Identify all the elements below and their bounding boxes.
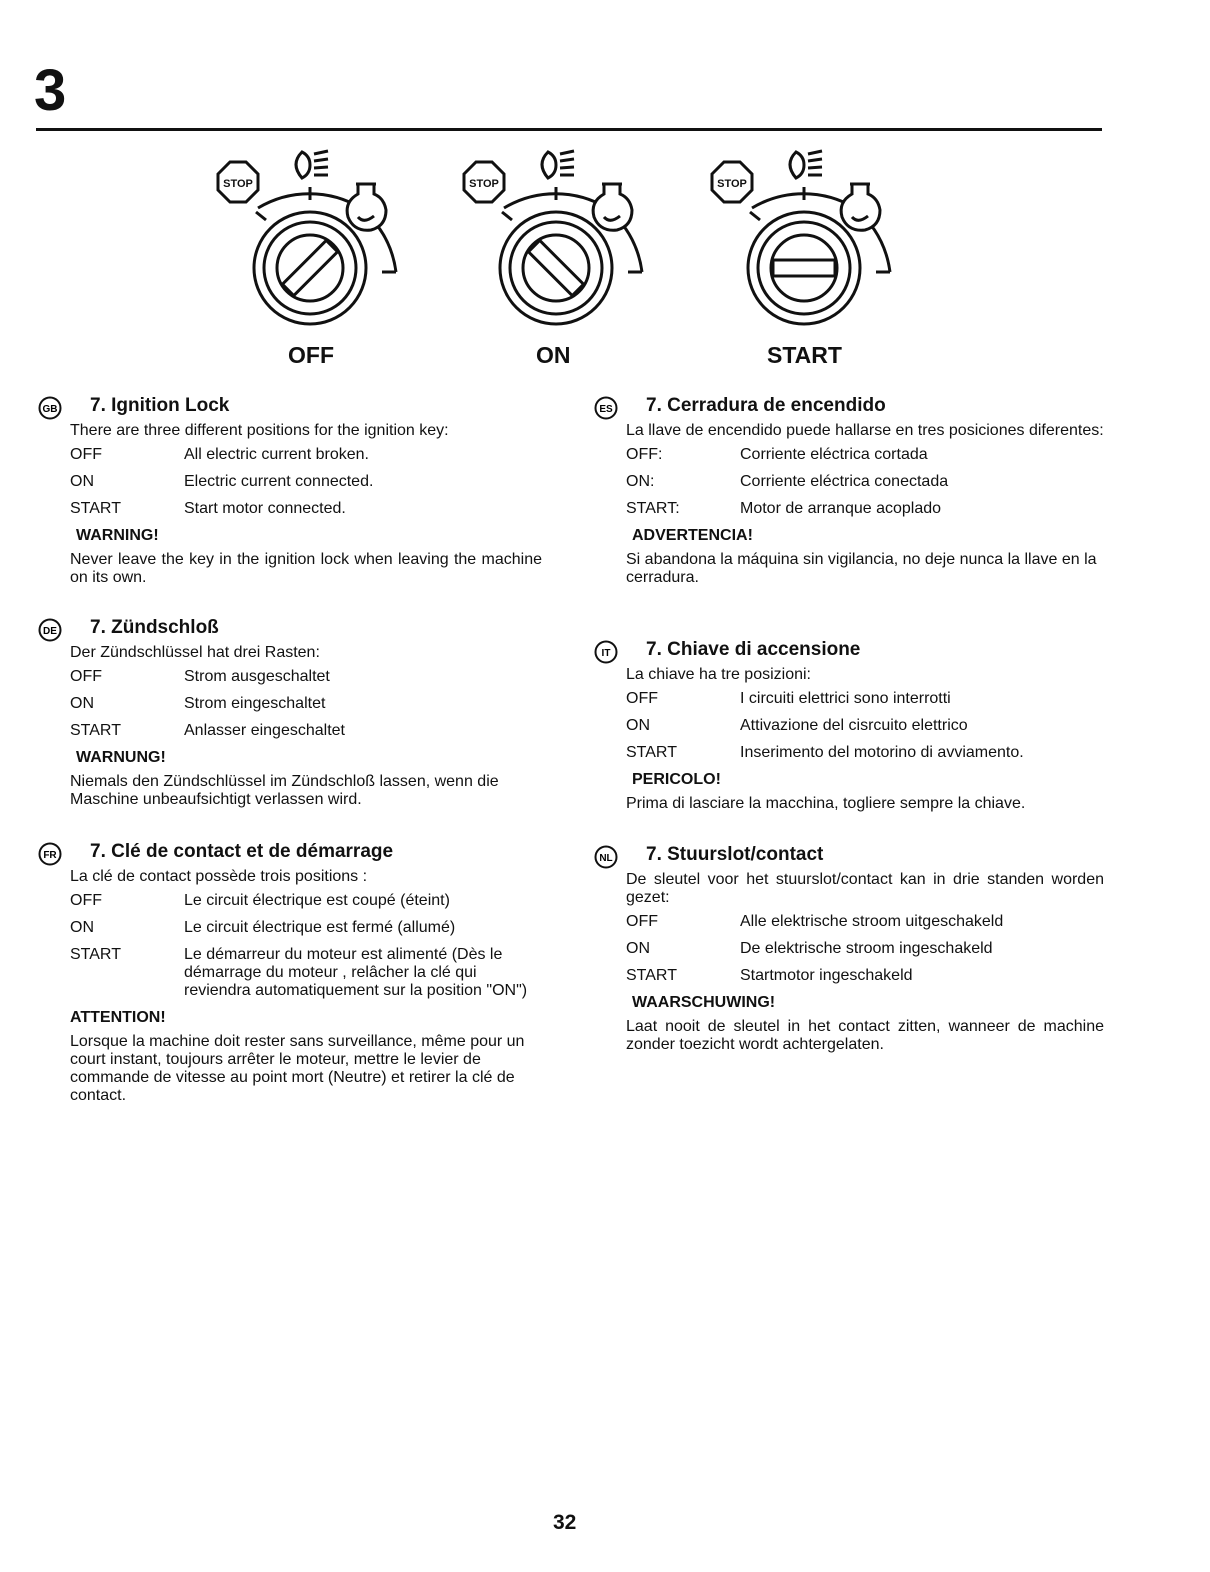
section-it xyxy=(594,640,1104,813)
section-gb xyxy=(38,396,542,587)
chapter-number: 3 xyxy=(34,58,68,123)
svg-text:ES: ES xyxy=(599,404,613,415)
position-key: ON xyxy=(70,695,94,712)
position-value: Strom eingeschaltet xyxy=(184,695,326,712)
section-de xyxy=(38,618,542,809)
position-row xyxy=(626,913,1104,931)
position-key: ON xyxy=(626,940,650,957)
warning-label: PERICOLO! xyxy=(632,771,721,788)
warning-text: Si abandona la máquina sin vigilancia, no deje nunca la llave en la cerradura. xyxy=(626,551,1097,586)
position-key: OFF xyxy=(626,690,658,707)
position-value: Strom ausgeschaltet xyxy=(184,668,330,685)
position-value: Alle elektrische stroom uitgeschakeld xyxy=(740,913,1004,930)
position-key: ON xyxy=(70,919,94,936)
section-intro: La clé de contact possède trois positions : xyxy=(70,868,368,885)
position-value: Inserimento del motorino di avviamento. xyxy=(740,744,1024,761)
position-key: OFF xyxy=(70,892,102,909)
position-row xyxy=(70,695,542,713)
svg-text:IT: IT xyxy=(601,648,611,659)
fr-flag-icon xyxy=(38,842,62,866)
warning-text: Never leave the key in the ignition lock when leaving the machine on its own. xyxy=(70,551,542,586)
position-key: START xyxy=(70,722,121,739)
position-label-on: ON xyxy=(536,342,571,368)
section-nl xyxy=(594,845,1104,1054)
section-fr xyxy=(38,842,542,1105)
position-value: Electric current connected. xyxy=(184,473,374,490)
position-value: Startmotor ingeschakeld xyxy=(740,967,913,984)
position-value: Le circuit électrique est coupé (éteint) xyxy=(184,892,450,909)
section-intro: Der Zündschlüssel hat drei Rasten: xyxy=(70,644,320,661)
position-key: ON xyxy=(70,473,94,490)
position-key: OFF xyxy=(70,446,102,463)
it-flag-icon xyxy=(594,640,618,664)
position-row xyxy=(70,946,542,1000)
header-rule xyxy=(36,128,1102,131)
position-row xyxy=(626,690,1104,708)
position-key: START xyxy=(70,946,121,963)
gb-flag-icon xyxy=(38,396,62,420)
page-number: 32 xyxy=(553,1511,577,1534)
warning-label: WARNING! xyxy=(76,527,159,544)
position-value: Le circuit électrique est fermé (allumé) xyxy=(184,919,456,936)
position-key: START xyxy=(626,744,677,761)
section-intro: La llave de encendido puede hallarse en tres posiciones diferentes: xyxy=(626,422,1104,439)
position-value: Anlasser eingeschaltet xyxy=(184,722,345,739)
ignition-switch-off xyxy=(206,142,416,332)
position-row xyxy=(626,744,1104,762)
warning-text: Lorsque la machine doit rester sans surveillance, même pour un court instant, toujours arrêter le moteur, mettre le levier de commande de vitesse au point mort (Neutre) et retirer la clé de contact. xyxy=(70,1033,525,1104)
position-row xyxy=(626,500,1104,518)
position-label-start: START xyxy=(767,342,842,368)
position-value: Start motor connected. xyxy=(184,500,346,517)
svg-text:FR: FR xyxy=(43,850,57,861)
position-value: Motor de arranque acoplado xyxy=(740,500,942,517)
position-key: ON xyxy=(626,717,650,734)
section-title: 7. Zündschloß xyxy=(90,617,219,638)
warning-text: Laat nooit de sleutel in het contact zitten, wanneer de machine zonder toezicht wordt achtergelaten. xyxy=(626,1018,1104,1053)
position-key: ON: xyxy=(626,473,655,490)
position-value: Corriente eléctrica cortada xyxy=(740,446,928,463)
section-es xyxy=(594,396,1104,587)
position-row xyxy=(70,668,542,686)
position-value: Corriente eléctrica conectada xyxy=(740,473,949,490)
section-title: 7. Chiave di accensione xyxy=(646,639,861,660)
position-row xyxy=(626,967,1104,985)
position-label-off: OFF xyxy=(288,342,334,368)
warning-label: WAARSCHUWING! xyxy=(632,994,776,1011)
position-key: OFF xyxy=(626,913,658,930)
position-key: START: xyxy=(626,500,680,517)
section-title: 7. Stuurslot/contact xyxy=(646,844,824,865)
position-row xyxy=(626,473,1104,491)
position-value: All electric current broken. xyxy=(184,446,369,463)
position-row xyxy=(70,892,542,910)
section-title: 7. Clé de contact et de démarrage xyxy=(90,841,394,862)
section-title: 7. Cerradura de encendido xyxy=(646,395,886,416)
warning-label: ATTENTION! xyxy=(70,1009,166,1026)
position-row xyxy=(70,919,542,937)
position-key: OFF xyxy=(70,668,102,685)
warning-label: ADVERTENCIA! xyxy=(632,527,753,544)
section-title: 7. Ignition Lock xyxy=(90,395,230,416)
section-intro: De sleutel voor het stuurslot/contact kan in drie standen worden gezet: xyxy=(626,871,1104,906)
position-value: Le démarreur du moteur est alimenté (Dès le démarrage du moteur , relâcher la clé qui reviendra automatiquement sur la position "ON") xyxy=(184,946,528,999)
position-value: I circuiti elettrici sono interrotti xyxy=(740,690,951,707)
svg-text:DE: DE xyxy=(43,626,57,637)
position-row xyxy=(626,717,1104,735)
position-row xyxy=(626,446,1104,464)
section-intro: La chiave ha tre posizioni: xyxy=(626,666,811,683)
position-row xyxy=(70,500,542,518)
position-value: De elektrische stroom ingeschakeld xyxy=(740,940,993,957)
section-intro: There are three different positions for the ignition key: xyxy=(70,422,449,439)
warning-label: WARNUNG! xyxy=(76,749,166,766)
position-value: Attivazione del cisrcuito elettrico xyxy=(740,717,968,734)
ignition-switch-start xyxy=(700,142,910,332)
position-key: OFF: xyxy=(626,446,663,463)
position-row xyxy=(70,446,542,464)
warning-text: Niemals den Zündschlüssel im Zündschloß lassen, wenn die Maschine unbeaufsichtigt verlassen wird. xyxy=(70,773,499,808)
nl-flag-icon xyxy=(594,845,618,869)
svg-text:GB: GB xyxy=(42,404,58,415)
position-row xyxy=(70,473,542,491)
svg-text:NL: NL xyxy=(599,853,613,864)
position-row xyxy=(70,722,542,740)
ignition-switch-on xyxy=(452,142,662,332)
warning-text: Prima di lasciare la macchina, togliere sempre la chiave. xyxy=(626,795,1026,812)
de-flag-icon xyxy=(38,618,62,642)
position-key: START xyxy=(626,967,677,984)
position-row xyxy=(626,940,1104,958)
position-key: START xyxy=(70,500,121,517)
es-flag-icon xyxy=(594,396,618,420)
